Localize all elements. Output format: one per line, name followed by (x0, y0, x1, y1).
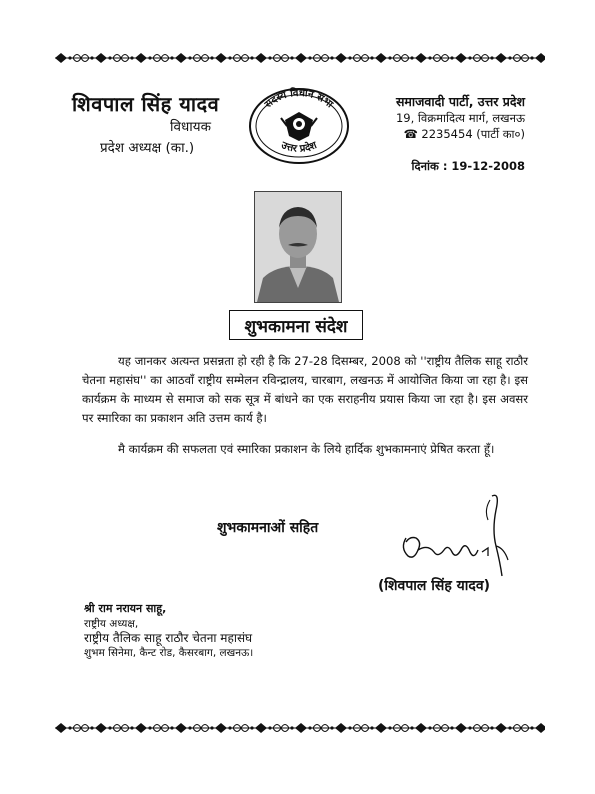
sender-post: प्रदेश अध्यक्ष (का.) (100, 140, 195, 156)
seal-bottom-text: उत्तर प्रदेश (279, 140, 319, 155)
sender-designation: विधायक (170, 119, 211, 135)
seal-top-text: सदस्य विधान सभा (263, 87, 335, 111)
party-phone: ☎ 2235454 (पार्टी का०) (403, 127, 525, 141)
addressee-title: राष्ट्रीय अध्यक्ष, (84, 617, 139, 630)
bottom-ornamental-border (55, 720, 545, 736)
party-name: समाजवादी पार्टी, उत्तर प्रदेश (395, 94, 525, 109)
assembly-seal (247, 86, 351, 166)
party-contact-block (396, 94, 525, 142)
body-paragraph-1: यह जानकर अत्यन्त प्रसन्नता हो रही है कि 27-28 दिसम्बर, 2008 को ''राष्ट्रीय तैलिक साहू राठौर चेतना महासंघ'' का आठवाँ राष्ट्रीय सम्मेलन रविन्द्रालय, चारबाग, लखनऊ में आयोजित किया जा रहा है। इस कार्यक्रम के माध्यम से समाज को सक सूत्र में बांधने का एक सराहनीय प्रयास किया जा रहा है। इस अवसर पर स्मारिका का प्रकाशन अति उत्तम कार्य है। (82, 354, 528, 425)
party-address: 19, विक्रमादित्य मार्ग, लखनऊ (395, 111, 525, 125)
body-paragraph-2: मै कार्यक्रम की सफलता एवं स्मारिका प्रकाशन के लिये हार्दिक शुभकामनाएं प्रेषित करता हूँ। (118, 442, 495, 456)
sender-name: शिवपाल सिंह यादव (72, 92, 220, 116)
portrait-photo (254, 191, 342, 303)
message-heading-text: शुभकामना संदेश (244, 316, 348, 337)
emblem-icon (281, 112, 317, 141)
addressee-block (84, 602, 253, 660)
handwritten-signature (392, 490, 522, 580)
letter-date: दिनांक : 19-12-2008 (411, 159, 525, 173)
addressee-address: शुभम सिनेमा, कैन्ट रोड, कैसरबाग, लखनऊ। (84, 646, 254, 659)
addressee-organization: राष्ट्रीय तैलिक साहू राठौर चेतना महासंघ (84, 631, 253, 645)
message-heading (229, 310, 363, 340)
svg-text:उत्तर प्रदेश (279, 140, 320, 155)
addressee-name: श्री राम नरायन साहू, (84, 602, 167, 615)
closing-salutation: शुभकामनाओं सहित (217, 520, 319, 536)
top-ornamental-border (55, 50, 545, 66)
signatory-name: (शिवपाल सिंह यादव) (378, 578, 491, 594)
